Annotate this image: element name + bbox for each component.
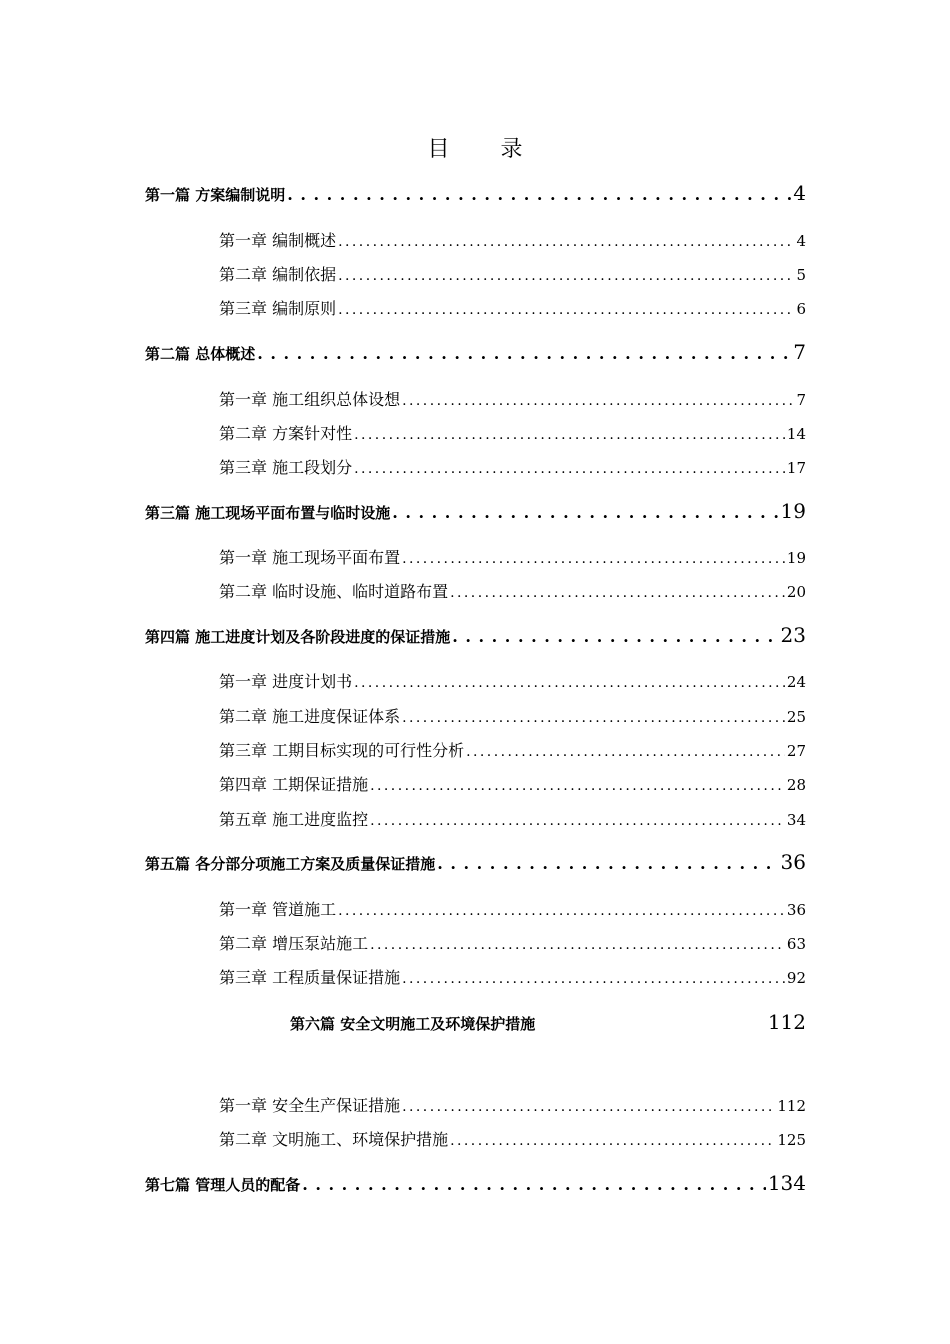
toc-leader-dots bbox=[338, 903, 785, 919]
toc-entry-page: 27 bbox=[786, 742, 806, 760]
toc-leader-dots bbox=[437, 854, 778, 873]
toc-entry-page: 7 bbox=[793, 340, 806, 364]
toc-entry-text: 第二章 施工进度保证体系 bbox=[219, 707, 401, 726]
toc-entry-page: 36 bbox=[786, 901, 806, 919]
toc-entry-text: 第四篇 施工进度计划及各阶段进度的保证措施 bbox=[145, 628, 451, 646]
toc-entry-part[interactable] bbox=[145, 499, 806, 523]
toc-entry-chapter[interactable] bbox=[219, 228, 806, 251]
toc-entry-chapter[interactable] bbox=[219, 897, 806, 920]
toc-entry-chapter[interactable] bbox=[219, 965, 806, 988]
toc-entry-page: 125 bbox=[777, 1131, 806, 1149]
toc-leader-dots bbox=[370, 778, 785, 794]
toc-entry-text: 第三章 工程质量保证措施 bbox=[219, 968, 401, 987]
toc-entry-text: 第二章 编制依据 bbox=[219, 265, 337, 284]
toc-entry-text: 第二章 增压泵站施工 bbox=[219, 934, 369, 953]
toc-entry-text: 第三章 编制原则 bbox=[219, 299, 337, 318]
toc-leader-dots bbox=[302, 1175, 766, 1194]
toc-entry-text: 第五篇 各分部分项施工方案及质量保证措施 bbox=[145, 855, 436, 873]
toc-leader-dots bbox=[354, 675, 785, 691]
toc-leader-dots bbox=[338, 268, 794, 284]
toc-entry-page: 19 bbox=[780, 499, 806, 523]
toc-entry-part[interactable] bbox=[145, 181, 806, 205]
toc-entry-page: 20 bbox=[786, 583, 806, 601]
toc-entry-text: 第二章 方案针对性 bbox=[219, 424, 353, 443]
toc-entry-text: 第一章 施工现场平面布置 bbox=[219, 548, 401, 567]
toc-leader-dots bbox=[370, 937, 785, 953]
toc-entry-page: 112 bbox=[777, 1097, 806, 1115]
toc-entry-text: 第四章 工期保证措施 bbox=[219, 775, 369, 794]
toc-entry-text: 第三篇 施工现场平面布置与临时设施 bbox=[145, 504, 391, 522]
toc-entry-chapter[interactable] bbox=[219, 296, 806, 319]
toc-leader-dots bbox=[402, 393, 794, 409]
toc-entry-text: 第二章 文明施工、环境保护措施 bbox=[219, 1130, 449, 1149]
toc-leader-dots bbox=[452, 627, 778, 646]
toc-entry-page: 19 bbox=[786, 549, 806, 567]
toc-entry-page: 63 bbox=[786, 935, 806, 953]
toc-entry-text: 第一篇 方案编制说明 bbox=[145, 186, 286, 204]
toc-entry-chapter[interactable] bbox=[219, 387, 806, 410]
toc-entry-text: 第一章 编制概述 bbox=[219, 231, 337, 250]
toc-entry-chapter[interactable] bbox=[219, 262, 806, 285]
toc-entry-chapter[interactable] bbox=[219, 1127, 806, 1150]
toc-entry-text: 第一章 进度计划书 bbox=[219, 672, 353, 691]
toc-entry-text: 第五章 施工进度监控 bbox=[219, 810, 369, 829]
toc-entry-chapter[interactable] bbox=[219, 1093, 806, 1116]
toc-title: 目 录 bbox=[427, 137, 545, 162]
toc-entry-chapter[interactable] bbox=[219, 669, 806, 692]
toc-entry-text: 第七篇 管理人员的配备 bbox=[145, 1176, 301, 1194]
toc-leader-dots bbox=[354, 427, 785, 443]
toc-leader-dots bbox=[287, 185, 791, 204]
toc-entry-chapter[interactable] bbox=[219, 772, 806, 795]
toc-entry-page: 92 bbox=[786, 969, 806, 987]
toc-entry-page: 7 bbox=[796, 391, 806, 409]
toc-entry-page: 4 bbox=[796, 232, 806, 250]
toc-entry-page: 25 bbox=[786, 708, 806, 726]
toc-entry-page: 28 bbox=[786, 776, 806, 794]
toc-leader-dots bbox=[402, 1099, 775, 1115]
toc-entry-chapter[interactable] bbox=[219, 455, 806, 478]
toc-leader-dots bbox=[338, 234, 794, 250]
toc-leader-dots bbox=[370, 813, 785, 829]
toc-entry-page: 14 bbox=[786, 425, 806, 443]
toc-leader-dots bbox=[392, 503, 778, 522]
toc-entry-part[interactable] bbox=[145, 850, 806, 874]
toc-entry-text: 第二篇 总体概述 bbox=[145, 345, 256, 363]
toc-entry-page: 4 bbox=[793, 181, 806, 205]
toc-entry-chapter[interactable] bbox=[219, 579, 806, 602]
toc-entry-text: 第六篇 安全文明施工及环境保护措施 bbox=[290, 1015, 536, 1033]
toc-entry-text: 第一章 施工组织总体设想 bbox=[219, 390, 401, 409]
toc-entry-part[interactable] bbox=[145, 340, 806, 364]
toc-leader-dots bbox=[450, 585, 785, 601]
toc-leader-dots bbox=[402, 710, 785, 726]
toc-entry-page: 112 bbox=[767, 1010, 806, 1034]
toc-leader-dots bbox=[402, 551, 785, 567]
toc-entry-page: 17 bbox=[786, 459, 806, 477]
toc-entry-chapter[interactable] bbox=[219, 545, 806, 568]
toc-entry-text: 第三章 工期目标实现的可行性分析 bbox=[219, 741, 465, 760]
toc-leader-dots bbox=[450, 1133, 775, 1149]
toc-entry-part[interactable] bbox=[145, 623, 806, 647]
toc-entry-text: 第二章 临时设施、临时道路布置 bbox=[219, 582, 449, 601]
toc-entry-page: 36 bbox=[780, 850, 806, 874]
toc-entry-part[interactable] bbox=[145, 1171, 806, 1195]
toc-entry-chapter[interactable] bbox=[219, 807, 806, 830]
toc-leader-dots bbox=[338, 302, 794, 318]
toc-entry-page: 6 bbox=[796, 300, 806, 318]
toc-entry-part[interactable] bbox=[290, 1010, 806, 1034]
toc-leader-dots bbox=[257, 344, 791, 363]
toc-entry-text: 第三章 施工段划分 bbox=[219, 458, 353, 477]
toc-entry-chapter[interactable] bbox=[219, 931, 806, 954]
toc-entry-text: 第一章 安全生产保证措施 bbox=[219, 1096, 401, 1115]
toc-leader-dots bbox=[354, 461, 785, 477]
toc-entry-page: 23 bbox=[780, 623, 806, 647]
toc-leader-dots bbox=[466, 744, 785, 760]
toc-entry-chapter[interactable] bbox=[219, 704, 806, 727]
toc-entry-page: 34 bbox=[786, 811, 806, 829]
toc-entry-chapter[interactable] bbox=[219, 738, 806, 761]
toc-entry-text: 第一章 管道施工 bbox=[219, 900, 337, 919]
toc-entry-chapter[interactable] bbox=[219, 421, 806, 444]
toc-entry-page: 134 bbox=[767, 1171, 806, 1195]
toc-entry-page: 5 bbox=[796, 266, 806, 284]
toc-leader-dots bbox=[402, 971, 785, 987]
toc-entry-page: 24 bbox=[786, 673, 806, 691]
